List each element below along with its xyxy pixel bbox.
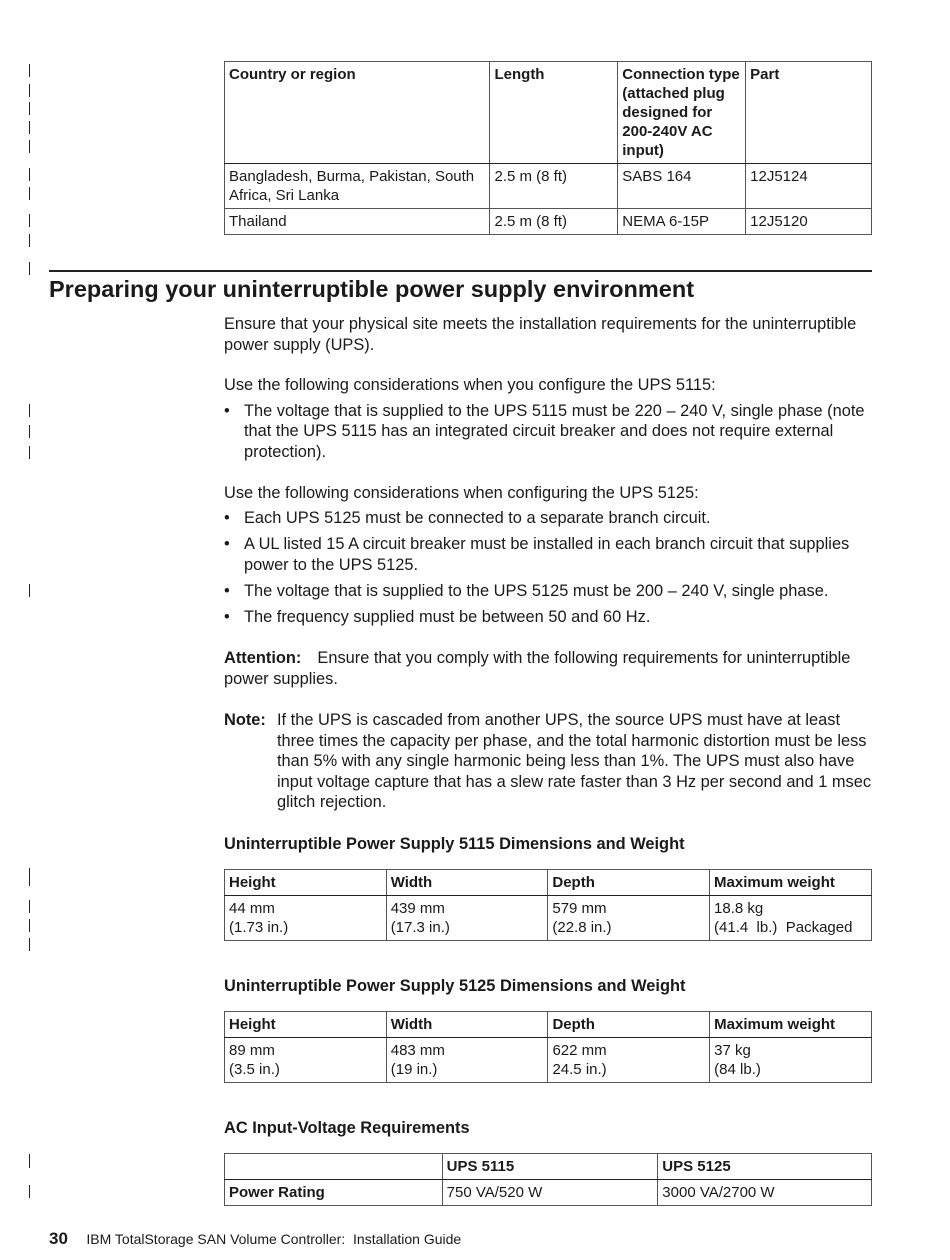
list-item-text: The frequency supplied must be between 50 and 60 Hz. [244,608,651,627]
col-header-width: Width [386,1012,548,1038]
ac-input-table [224,1153,872,1206]
cell-line: 44 mm [229,900,275,917]
list-item [224,534,874,575]
page-footer [49,1229,461,1249]
col-header-max-weight: Maximum weight [710,1012,872,1038]
col-header-depth: Depth [548,870,710,896]
table-row [225,896,872,941]
attention-text: Ensure that you comply with the following requirements for uninterruptible power supplies. [224,649,851,688]
change-bar [29,84,30,97]
row-header-power-rating: Power Rating [225,1180,443,1206]
cell-max-weight [710,1038,872,1083]
col-header-height: Height [225,1012,387,1038]
bullet-icon: • [224,509,230,528]
table-header-row [225,1012,872,1038]
cell-height [225,1038,387,1083]
table-header-row [225,1154,872,1180]
change-bar [29,121,30,134]
ac-input-title: AC Input-Voltage Requirements [224,1119,470,1137]
change-bar [29,900,30,913]
section-body [224,314,874,633]
change-bar [29,919,30,932]
list-item-text: A UL listed 15 A circuit breaker must be installed in each branch circuit that supplies power to the UPS 5125. [244,535,850,574]
cell-width [386,1038,548,1083]
change-bar [29,1185,30,1198]
book-title: IBM TotalStorage SAN Volume Controller: Installation Guide [86,1231,462,1247]
col-header-depth: Depth [548,1012,710,1038]
attention-label: Attention: [224,649,302,667]
cell-line: 24.5 in.) [552,1061,607,1078]
bullet-icon: • [224,581,230,600]
col-header-country: Country or region [225,62,490,164]
col-header-max-weight: Maximum weight [710,870,872,896]
cell-depth [548,1038,710,1083]
note-label: Note: [224,711,266,729]
change-bar [29,425,30,438]
change-bar [29,102,30,115]
change-bar [29,446,30,459]
table-row [225,209,872,235]
list-item [224,607,874,628]
ups5115-dims-title: Uninterruptible Power Supply 5115 Dimensions and Weight [224,835,685,853]
col-header-part: Part [746,62,872,164]
cell-part: 12J5124 [746,164,872,209]
cell-line: (19 in.) [390,1061,438,1078]
cell-line: (17.3 in.) [390,919,450,936]
change-bar [29,1154,30,1168]
attention-notice [224,648,874,689]
ups5125-bullets [224,508,874,627]
change-bar [29,262,30,275]
col-header-length: Length [490,62,618,164]
list-item-text: The voltage that is supplied to the UPS 5115 must be 220 – 240 V, single phase (note that the UPS 5115 has an integrated circuit breaker and does not require external protection). [244,401,865,461]
change-bar [29,140,30,153]
section-rule [49,270,872,272]
ups5115-lead: Use the following considerations when you configure the UPS 5115: [224,376,716,395]
section-title: Preparing your uninterruptible power supply environment [49,276,695,302]
ups5115-dims-table [224,869,872,941]
ups5125-lead: Use the following considerations when configuring the UPS 5125: [224,483,699,502]
cell-line: (3.5 in.) [229,1061,280,1078]
col-header-connection: Connection type (attached plug designed for 200-240V AC input) [618,62,746,164]
table-header-row [225,870,872,896]
cell-ups5125-power: 3000 VA/2700 W [658,1180,872,1206]
cell-length: 2.5 m (8 ft) [490,209,618,235]
cell-connection: SABS 164 [618,164,746,209]
cell-connection: NEMA 6-15P [618,209,746,235]
page-number: 30 [49,1229,68,1248]
cell-length: 2.5 m (8 ft) [490,164,618,209]
cell-line: (22.8 in.) [552,919,612,936]
cell-line: (1.73 in.) [229,919,289,936]
cell-line: (41.4 lb.) Packaged [714,919,853,936]
col-header-ups5125: UPS 5125 [658,1154,872,1180]
change-bar [29,234,30,247]
ups5115-bullets [224,401,874,463]
cell-width [386,896,548,941]
change-bar [29,187,30,200]
power-cord-table [224,61,872,235]
table-row [225,1038,872,1083]
list-item [224,401,874,463]
cell-max-weight [710,896,872,941]
bullet-icon: • [224,535,230,554]
cell-height [225,896,387,941]
cell-line: 483 mm [390,1042,445,1059]
col-header-blank [225,1154,443,1180]
cell-line: 89 mm [229,1042,275,1059]
cell-country: Bangladesh, Burma, Pakistan, South Africa, Sri Lanka [225,164,490,209]
list-item-text: Each UPS 5125 must be connected to a separate branch circuit. [244,509,711,528]
change-bar [29,64,30,77]
list-item [224,581,874,602]
list-item-text: The voltage that is supplied to the UPS 5125 must be 200 – 240 V, single phase. [244,581,829,600]
note-text: If the UPS is cascaded from another UPS, the source UPS must have at least three times the capacity per phase, and the total harmonic distortion must be less than 5% with any single harmonic being less than 1%. The UPS must also have input voltage capture that has a slew rate faster than 3 Hz per second and 1 msec glitch rejection. [277,711,872,812]
table-header-row [225,62,872,164]
note [224,710,874,813]
change-bar [29,214,30,227]
cell-ups5115-power: 750 VA/520 W [442,1180,658,1206]
cell-line: 37 kg [714,1042,751,1059]
cell-country: Thailand [225,209,490,235]
cell-part: 12J5120 [746,209,872,235]
ups5125-dims-title: Uninterruptible Power Supply 5125 Dimensions and Weight [224,977,686,995]
table-row [225,1180,872,1206]
change-bar [29,168,30,181]
col-header-ups5115: UPS 5115 [442,1154,658,1180]
col-header-height: Height [225,870,387,896]
intro-paragraph: Ensure that your physical site meets the installation requirements for the uninterruptible power supply (UPS). [224,315,857,354]
change-bar [29,868,30,886]
list-item [224,508,874,529]
cell-line: 18.8 kg [714,900,764,917]
bullet-icon: • [224,608,230,627]
cell-depth [548,896,710,941]
cell-line: 439 mm [390,900,445,917]
col-header-width: Width [386,870,548,896]
ups5125-dims-table [224,1011,872,1083]
change-bar [29,938,30,951]
cell-line: (84 lb.) [714,1061,761,1078]
cell-line: 579 mm [552,900,607,917]
change-bar [29,404,30,417]
table-row [225,164,872,209]
change-bar [29,584,30,597]
bullet-icon: • [224,401,230,420]
cell-line: 622 mm [552,1042,607,1059]
